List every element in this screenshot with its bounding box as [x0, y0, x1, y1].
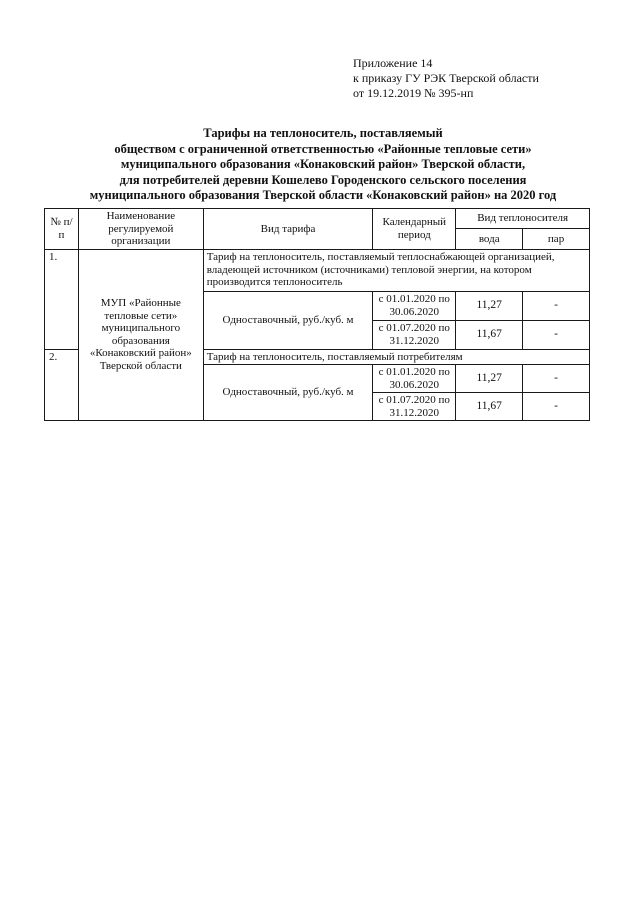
steam-value: - — [523, 365, 590, 393]
row-number: 2. — [45, 349, 79, 421]
header-water: вода — [456, 229, 523, 249]
table-row — [45, 249, 590, 291]
tariff-label: Одноставочный, руб./куб. м — [203, 291, 373, 349]
period-cell: с 01.07.2020 по 31.12.2020 — [373, 320, 456, 349]
header-organization: Наименование регулируемой организации — [78, 209, 203, 250]
section-caption: Тариф на теплоноситель, поставляемый потребителям — [203, 349, 589, 365]
title-line: Тарифы на теплоноситель, поставляемый — [203, 126, 443, 140]
document-title — [40, 126, 606, 204]
title-line: обществом с ограниченной ответственностью «Районные тепловые сети» — [114, 141, 532, 156]
title-line: для потребителей деревни Кошелево Городенского сельского поселения — [119, 172, 527, 187]
period-cell: с 01.01.2020 по 30.06.2020 — [373, 291, 456, 320]
title-line: муниципального образования Тверской области «Конаковский район» на 2020 год — [89, 188, 557, 202]
tariff-label: Одноставочный, руб./куб. м — [203, 365, 373, 421]
header-steam: пар — [523, 229, 590, 249]
header-period: Календарный период — [373, 209, 456, 250]
water-value: 11,67 — [456, 320, 523, 349]
table-header-row — [45, 209, 590, 229]
appendix-number: Приложение 14 — [353, 56, 433, 70]
header-carrier: Вид теплоносителя — [456, 209, 590, 229]
appendix-reference — [353, 56, 539, 101]
period-cell: с 01.01.2020 по 30.06.2020 — [373, 365, 456, 393]
header-tariff-type: Вид тарифа — [203, 209, 373, 250]
organization-name: МУП «Районные тепловые сети» муниципального образования «Конаковский район» Тверской области — [78, 249, 203, 421]
appendix-date: от 19.12.2019 № 395-нп — [353, 86, 474, 100]
header-num: № п/п — [45, 209, 79, 250]
row-number: 1. — [45, 249, 79, 349]
steam-value: - — [523, 320, 590, 349]
water-value: 11,27 — [456, 365, 523, 393]
title-line: муниципального образования «Конаковский район» Тверской области, — [120, 157, 526, 171]
steam-value: - — [523, 291, 590, 320]
period-cell: с 01.07.2020 по 31.12.2020 — [373, 393, 456, 421]
water-value: 11,67 — [456, 393, 523, 421]
tariff-table — [44, 208, 590, 421]
appendix-order: к приказу ГУ РЭК Тверской области — [353, 71, 539, 85]
section-caption: Тариф на теплоноситель, поставляемый теплоснабжающей организацией, владеющей источником (источниками) тепловой энергии, на котором производится теплоноситель — [203, 249, 589, 291]
steam-value: - — [523, 393, 590, 421]
water-value: 11,27 — [456, 291, 523, 320]
